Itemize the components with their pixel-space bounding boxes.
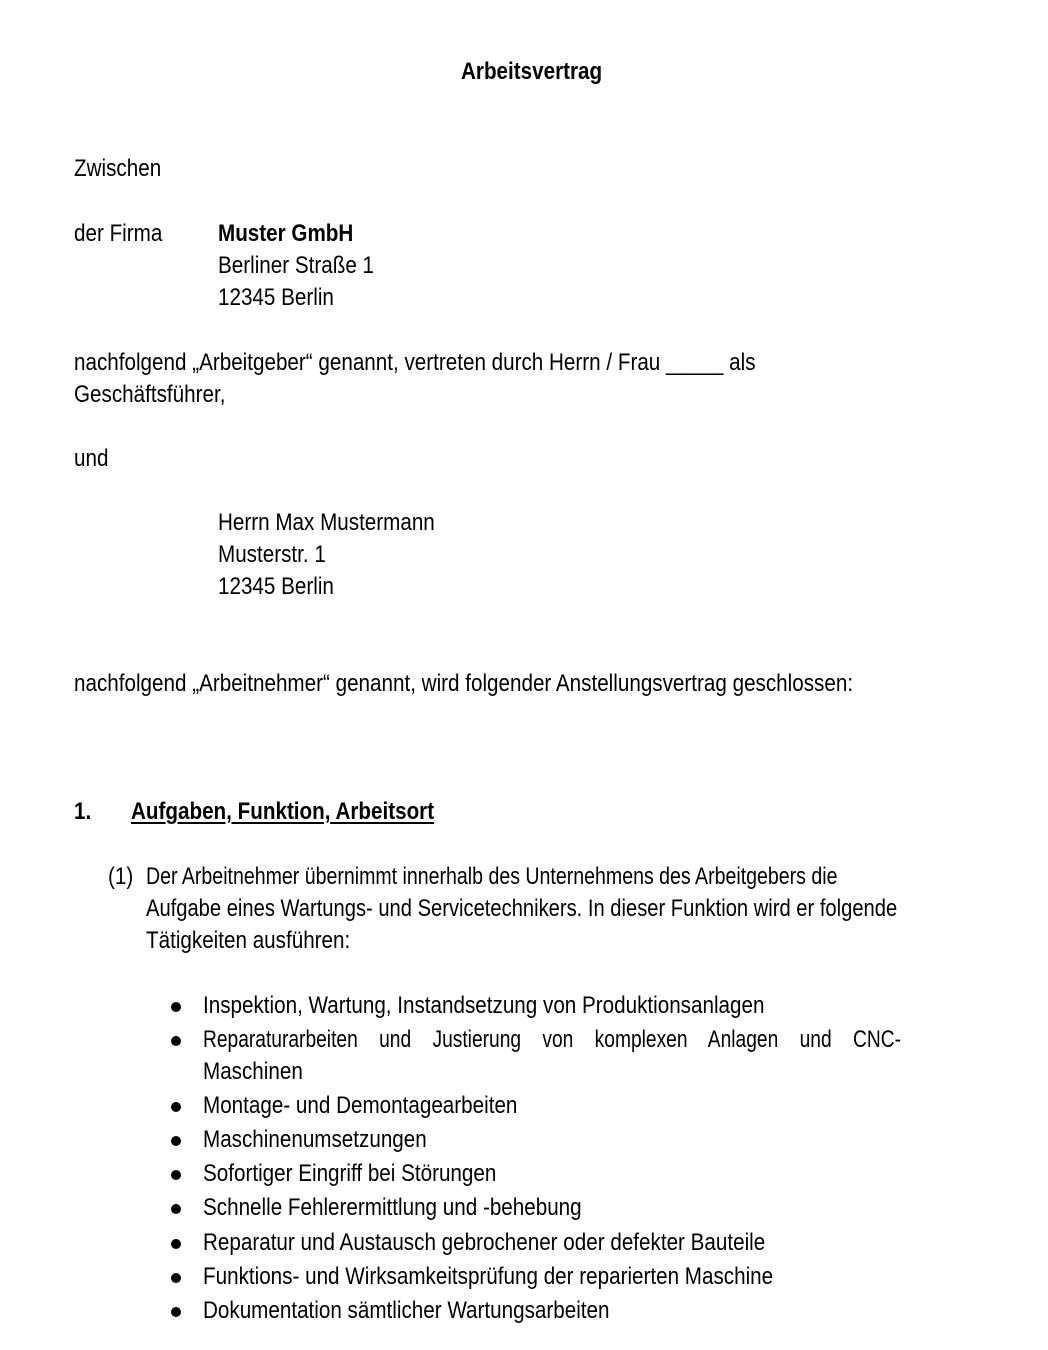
bullet-icon — [171, 1002, 181, 1012]
bullet-icon — [171, 1204, 181, 1214]
employee-description: nachfolgend „Arbeitnehmer“ genannt, wird folgender Anstellungsvertrag geschlossen: — [74, 670, 854, 697]
employer-description-line1: nachfolgend „Arbeitgeber“ genannt, vertreten durch Herrn / Frau _____ als — [74, 349, 756, 376]
conjunction-text: und — [74, 445, 109, 472]
bullet-icon — [171, 1273, 181, 1283]
intro-text: Zwischen — [74, 155, 162, 182]
bullet-icon — [171, 1170, 181, 1180]
task-item: Dokumentation sämtlicher Wartungsarbeiten — [203, 1297, 610, 1324]
task-item: Maschinenumsetzungen — [203, 1126, 427, 1153]
employer-description-line2: Geschäftsführer, — [74, 381, 226, 408]
employee-city: 12345 Berlin — [218, 573, 334, 600]
employer-city: 12345 Berlin — [218, 284, 334, 311]
task-item: Reparaturarbeiten und Justierung von komplexen Anlagen und CNC- — [203, 1026, 901, 1053]
task-item: Funktions- und Wirksamkeitsprüfung der reparierten Maschine — [203, 1263, 774, 1290]
task-item: Sofortiger Eingriff bei Störungen — [203, 1160, 497, 1187]
employee-street: Musterstr. 1 — [218, 541, 326, 568]
paragraph-line-1: Der Arbeitnehmer übernimmt innerhalb des Unternehmens des Arbeitgebers die — [146, 863, 838, 890]
bullet-icon — [171, 1102, 181, 1112]
paragraph-line-2: Aufgabe eines Wartungs- und Servicetechnikers. In dieser Funktion wird er folgende — [146, 895, 898, 922]
bullet-icon — [171, 1136, 181, 1146]
paragraph-line-3: Tätigkeiten ausführen: — [146, 927, 351, 954]
bullet-icon — [171, 1307, 181, 1317]
section-heading: Aufgaben, Funktion, Arbeitsort — [131, 798, 435, 825]
task-item: Montage- und Demontagearbeiten — [203, 1092, 518, 1119]
task-item: Reparatur und Austausch gebrochener oder defekter Bauteile — [203, 1229, 766, 1256]
paragraph-marker: (1) — [108, 863, 134, 890]
employer-name: Muster GmbH — [218, 220, 354, 247]
task-item: Inspektion, Wartung, Instandsetzung von Produktionsanlagen — [203, 992, 765, 1019]
employee-name: Herrn Max Mustermann — [218, 509, 435, 536]
bullet-icon — [171, 1239, 181, 1249]
task-item: Schnelle Fehlerermittlung und -behebung — [203, 1194, 582, 1221]
document-title: Arbeitsvertrag — [461, 58, 603, 85]
employer-label: der Firma — [74, 220, 163, 247]
section-number: 1. — [74, 798, 92, 825]
employer-street: Berliner Straße 1 — [218, 252, 375, 279]
bullet-icon — [171, 1036, 181, 1046]
task-item-continuation: Maschinen — [203, 1058, 303, 1085]
